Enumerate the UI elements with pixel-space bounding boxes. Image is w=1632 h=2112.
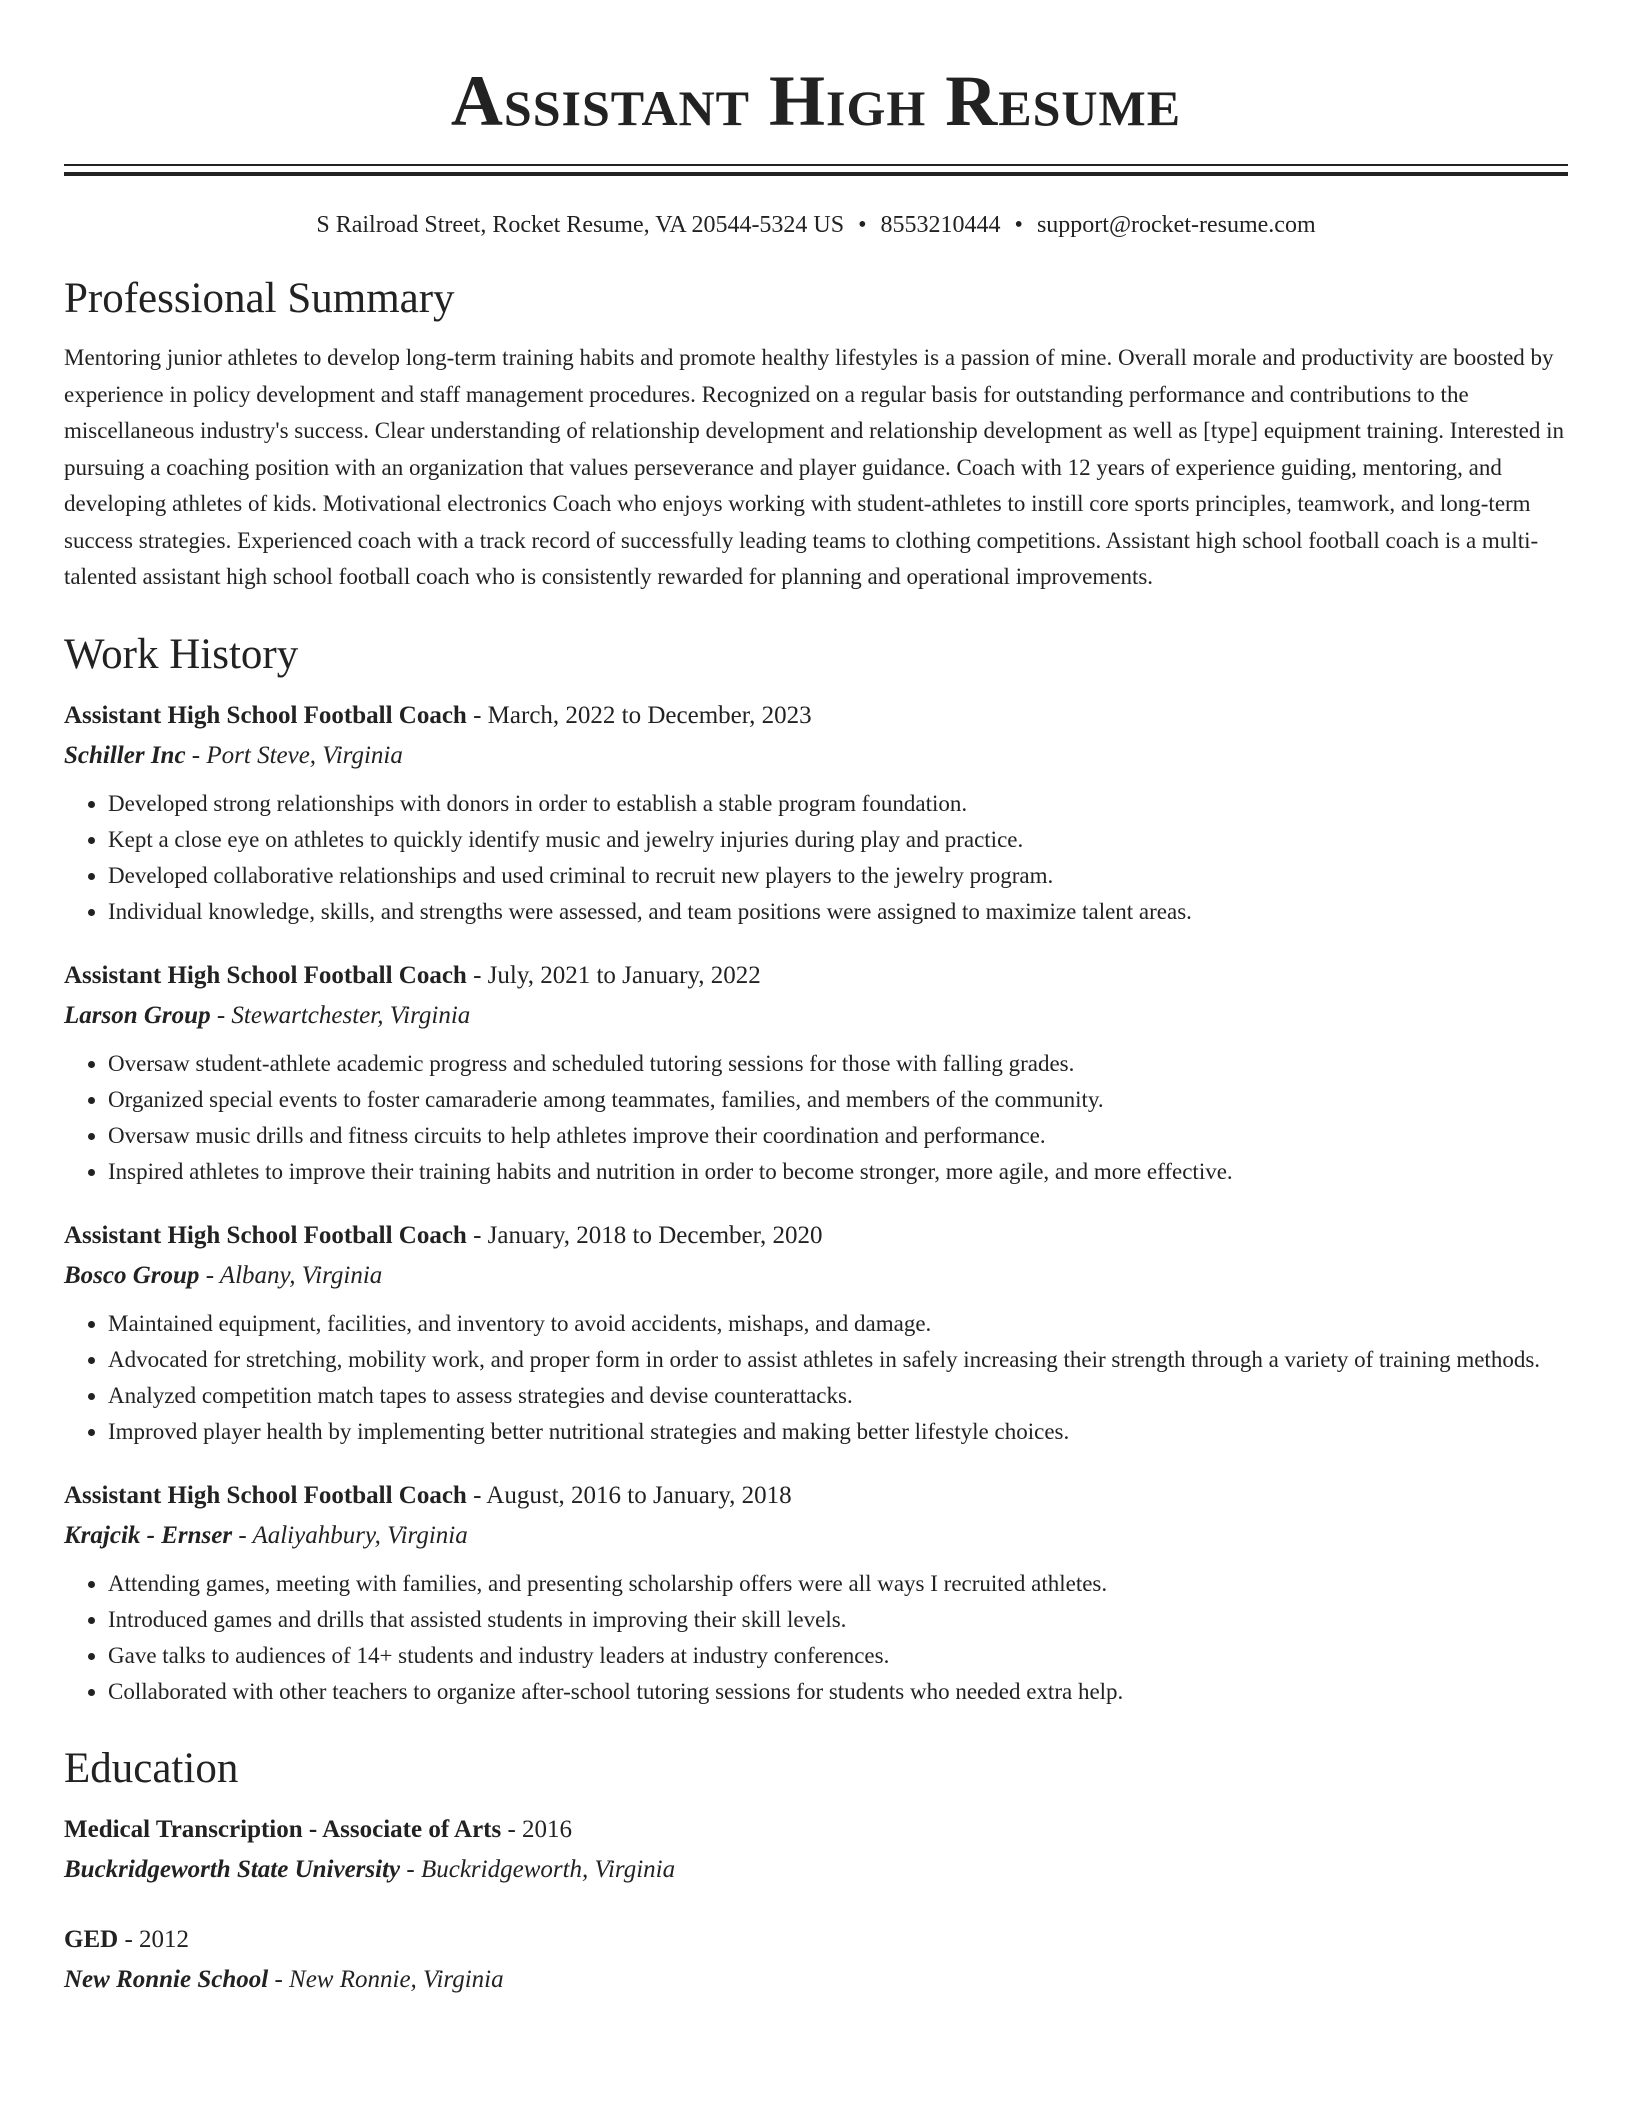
degree-year: - 2016 <box>501 1815 573 1843</box>
job-bullet: • Inspired athletes to improve their training habits and nutrition in order to become stronger, more agile, and more effective. <box>108 1154 1568 1190</box>
degree-line <box>64 1810 1568 1850</box>
job-bullet: • Attending games, meeting with families, and presenting scholarship offers were all ways I recruited athletes. <box>108 1566 1568 1602</box>
job-title: Assistant High School Football Coach <box>64 701 467 729</box>
job-bullet: • Analyzed competition match tapes to assess strategies and devise counterattacks. <box>108 1378 1568 1414</box>
job-dates: - March, 2022 to December, 2023 <box>466 701 812 729</box>
company-line <box>64 996 1568 1036</box>
job-bullet: • Oversaw student-athlete academic progress and scheduled tutoring sessions for those with falling grades. <box>108 1046 1568 1082</box>
education-entry <box>64 1920 1568 2000</box>
company-name: Bosco Group <box>64 1261 200 1289</box>
contact-separator: • <box>858 212 867 238</box>
job-bullet: • Kept a close eye on athletes to quickly identify music and jewelry injuries during play and practice. <box>108 822 1568 858</box>
job-entry <box>64 1476 1568 1710</box>
company-name: Larson Group <box>64 1001 211 1029</box>
contact-email: support@rocket-resume.com <box>1036 212 1316 238</box>
job-dates: - July, 2021 to January, 2022 <box>466 961 761 989</box>
company-location: - Stewartchester, Virginia <box>210 1001 471 1029</box>
job-bullet: • Improved player health by implementing better nutritional strategies and making better lifestyle choices. <box>108 1414 1568 1450</box>
work-history-heading: Work History <box>64 630 299 678</box>
header-divider-thick <box>64 172 1568 176</box>
job-title-line <box>64 1216 1568 1256</box>
school-location: - New Ronnie, Virginia <box>268 1965 504 1993</box>
job-entry <box>64 956 1568 1190</box>
job-bullet: • Developed collaborative relationships and used criminal to recruit new players to the jewelry program. <box>108 858 1568 894</box>
header-divider-thin <box>64 164 1568 166</box>
job-bullets <box>64 1566 1568 1710</box>
school-line <box>64 1850 1568 1890</box>
degree: Medical Transcription - Associate of Arts <box>64 1815 502 1843</box>
degree: GED <box>64 1925 119 1953</box>
degree-year: - 2012 <box>118 1925 190 1953</box>
job-title: Assistant High School Football Coach <box>64 961 467 989</box>
summary-heading: Professional Summary <box>64 275 455 322</box>
summary-text: Mentoring junior athletes to develop long-term training habits and promote healthy lifestyles is a passion of mine. Overall morale and productivity are boosted by experience in policy development and staff management procedures. Recognized on a regular basis for outstanding performance and contributions to the miscellaneous industry's success. Clear understanding of relationship development and relationship development as well as [type] equipment training. Interested in pursuing a coaching position with an organization that values perseverance and player guidance. Coach with 12 years of experience guiding, mentoring, and developing athletes of kids. Motivational electronics Coach who enjoys working with student-athletes to instill core sports principles, teamwork, and long-term success strategies. Experienced coach with a track record of successfully leading teams to clothing competitions. Assistant high school football coach is a multi-talented assistant high school football coach who is consistently rewarded for planning and operational improvements. <box>64 345 1565 589</box>
job-bullet: • Collaborated with other teachers to organize after-school tutoring sessions for students who needed extra help. <box>108 1674 1568 1710</box>
company-location: - Aaliyahbury, Virginia <box>232 1521 468 1549</box>
job-title: Assistant High School Football Coach <box>64 1221 467 1249</box>
job-dates: - August, 2016 to January, 2018 <box>466 1481 792 1509</box>
school-name: New Ronnie School <box>64 1965 269 1993</box>
job-bullet: • Developed strong relationships with donors in order to establish a stable program foundation. <box>108 786 1568 822</box>
job-entry <box>64 1216 1568 1450</box>
contact-separator: • <box>1014 212 1023 238</box>
job-bullet: • Individual knowledge, skills, and strengths were assessed, and team positions were assigned to maximize talent areas. <box>108 894 1568 930</box>
contact-phone: 8553210444 <box>880 212 1001 238</box>
job-bullets <box>64 1306 1568 1450</box>
job-title: Assistant High School Football Coach <box>64 1481 467 1509</box>
company-line <box>64 736 1568 776</box>
job-dates: - January, 2018 to December, 2020 <box>466 1221 823 1249</box>
job-bullet: • Oversaw music drills and fitness circuits to help athletes improve their coordination and performance. <box>108 1118 1568 1154</box>
job-bullet: • Organized special events to foster camaraderie among teammates, families, and members of the community. <box>108 1082 1568 1118</box>
company-name: Krajcik - Ernser <box>64 1521 233 1549</box>
job-bullet: • Advocated for stretching, mobility work, and proper form in order to assist athletes in safely increasing their strength through a variety of training methods. <box>108 1342 1568 1378</box>
company-line <box>64 1516 1568 1556</box>
company-line <box>64 1256 1568 1296</box>
company-name: Schiller Inc <box>64 741 186 769</box>
job-bullet: • Gave talks to audiences of 14+ students and industry leaders at industry conferences. <box>108 1638 1568 1674</box>
job-title-line <box>64 696 1568 736</box>
company-location: - Albany, Virginia <box>199 1261 383 1289</box>
resume-name: Assistant High Resume <box>450 61 1182 141</box>
contact-line <box>64 210 1568 240</box>
education-entry <box>64 1810 1568 1890</box>
education-heading: Education <box>64 1744 239 1792</box>
school-name: Buckridgeworth State University <box>64 1855 401 1883</box>
job-bullet: • Introduced games and drills that assisted students in improving their skill levels. <box>108 1602 1568 1638</box>
school-line <box>64 1960 1568 2000</box>
job-bullet: • Maintained equipment, facilities, and inventory to avoid accidents, mishaps, and damage. <box>108 1306 1568 1342</box>
school-location: - Buckridgeworth, Virginia <box>400 1855 676 1883</box>
contact-address: S Railroad Street, Rocket Resume, VA 20544-5324 US <box>316 212 845 238</box>
degree-line <box>64 1920 1568 1960</box>
job-title-line <box>64 1476 1568 1516</box>
resume-page <box>64 0 1568 2000</box>
job-title-line <box>64 956 1568 996</box>
job-bullets <box>64 786 1568 930</box>
job-bullets <box>64 1046 1568 1190</box>
company-location: - Port Steve, Virginia <box>185 741 403 769</box>
job-entry <box>64 696 1568 930</box>
